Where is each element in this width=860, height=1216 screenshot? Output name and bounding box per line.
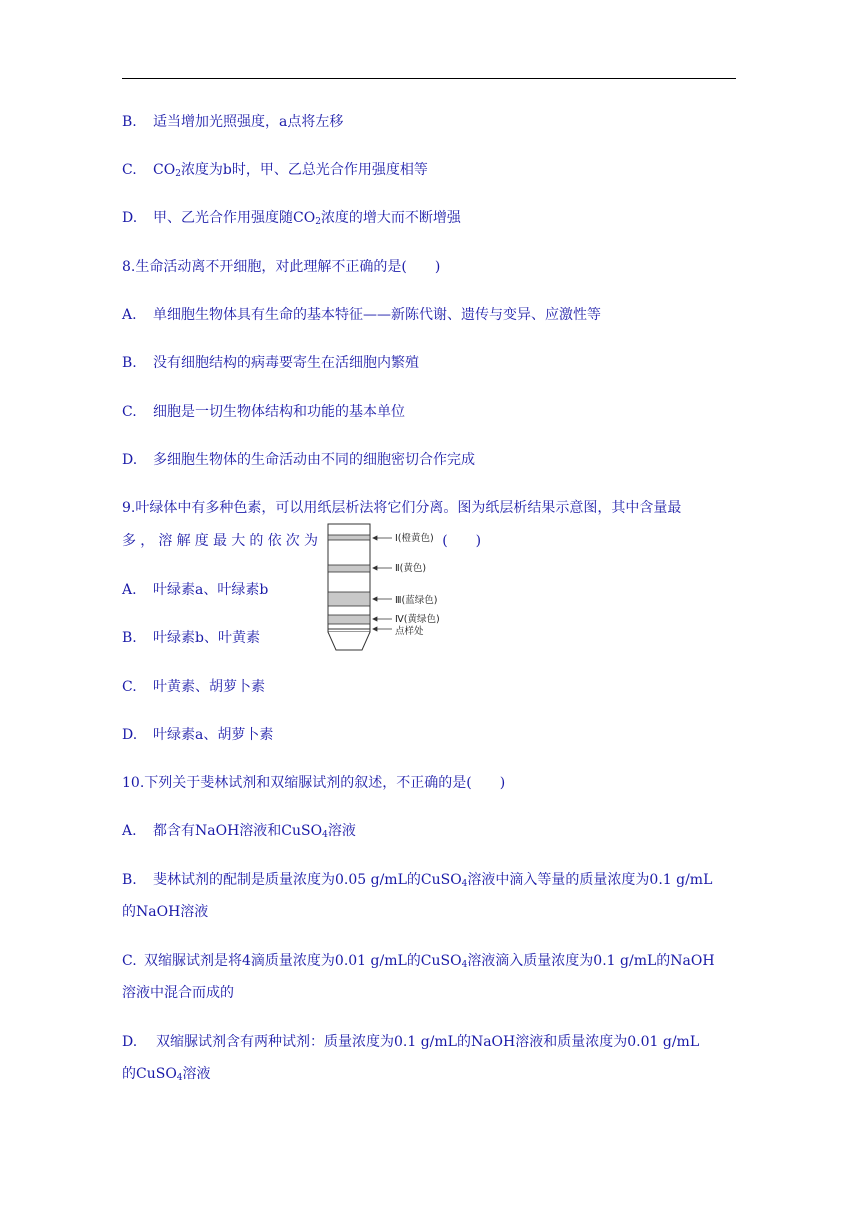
option-label: C. (122, 162, 137, 178)
option-label: C. (122, 953, 137, 969)
q8-option-a[interactable] (122, 305, 601, 325)
option-label: B. (122, 114, 137, 130)
option-label: D. (122, 210, 138, 226)
q7-option-c[interactable] (122, 160, 428, 184)
q10-stem: 10.下列关于斐林试剂和双缩脲试剂的叙述，不正确的是( ) (122, 775, 506, 791)
subscript: 4 (176, 1073, 183, 1083)
option-label: D. (122, 727, 138, 743)
option-text: 多细胞生物体的生命活动由不同的细胞密切合作完成 (153, 452, 475, 468)
origin-label: 点样处 (395, 626, 424, 637)
option-text: 溶液 (327, 823, 356, 839)
band-3 (328, 592, 370, 606)
option-text: 叶绿素b、叶黄素 (153, 630, 260, 646)
option-text: 的CuSO (122, 1066, 177, 1082)
q8-option-c[interactable] (122, 402, 405, 422)
header-rule (122, 78, 736, 79)
option-text: 叶黄素、胡萝卜素 (153, 679, 265, 695)
q9-option-d[interactable] (122, 725, 273, 745)
q9-option-b[interactable] (122, 628, 260, 648)
band-4 (328, 615, 370, 624)
option-text: 适当增加光照强度，a点将左移 (153, 114, 344, 130)
band-3-label: Ⅲ(蓝绿色) (395, 595, 438, 606)
q10-option-d-line2 (122, 1064, 211, 1088)
option-text: 双缩脲试剂含有两种试剂：质量浓度为0.1 g/mL的NaOH溶液和质量浓度为0.01 g/mL (156, 1034, 700, 1050)
option-text: 溶液 (182, 1066, 211, 1082)
option-text: CO (153, 162, 176, 178)
q9-option-c[interactable] (122, 677, 265, 697)
option-text: 浓度为b时，甲、乙总光合作用强度相等 (180, 162, 428, 178)
q10-option-c[interactable] (122, 951, 715, 975)
q8-option-b[interactable] (122, 353, 419, 373)
option-label: B. (122, 630, 137, 646)
q9-option-a[interactable] (122, 580, 268, 600)
option-label: B. (122, 355, 137, 371)
option-text: 溶液中滴入等量的质量浓度为0.1 g/mL (467, 872, 713, 888)
option-text: 叶绿素a、胡萝卜素 (153, 727, 274, 743)
band-1-label: Ⅰ(橙黄色) (395, 533, 434, 544)
band-1 (328, 535, 370, 540)
band-4-label: Ⅳ(黄绿色) (395, 614, 440, 625)
option-text: 浓度的增大而不断增强 (320, 210, 461, 226)
option-text: 都含有NaOH溶液和CuSO (153, 823, 323, 839)
option-label: A. (122, 307, 137, 323)
option-label: A. (122, 582, 137, 598)
band-2 (328, 565, 370, 572)
band-2-label: Ⅱ(黄色) (395, 563, 427, 574)
subscript: 4 (461, 879, 468, 889)
subscript: 2 (175, 169, 181, 179)
q8-option-d[interactable] (122, 450, 475, 470)
subscript: 4 (461, 960, 468, 970)
q8-stem: 8.生命活动离不开细胞，对此理解不正确的是( ) (122, 259, 441, 275)
q10-option-d[interactable] (122, 1032, 699, 1052)
stem-text: 多，溶解度最大的依次为 (122, 533, 323, 549)
option-text: 溶液滴入质量浓度为0.1 g/mL的NaOH (467, 953, 715, 969)
option-text: 叶绿素a、叶绿素b (153, 582, 269, 598)
option-text: 没有细胞结构的病毒要寄生在活细胞内繁殖 (153, 355, 419, 371)
option-label: B. (122, 872, 137, 888)
option-text: 细胞是一切生物体结构和功能的基本单位 (153, 404, 405, 420)
option-label: D. (122, 452, 138, 468)
answer-blank: ( ) (442, 533, 482, 549)
option-text: 斐林试剂的配制是质量浓度为0.05 g/mL的CuSO (153, 872, 462, 888)
subscript: 2 (315, 217, 321, 227)
option-label: A. (122, 823, 137, 839)
q7-option-b[interactable] (122, 112, 343, 132)
option-text: 单细胞生物体具有生命的基本特征——新陈代谢、遗传与变异、应激性等 (153, 307, 601, 323)
option-label: D. (122, 1034, 138, 1050)
q10-option-a[interactable] (122, 821, 356, 845)
q10-option-b[interactable] (122, 870, 712, 894)
q10-option-b-line2: 的NaOH溶液 (122, 904, 209, 920)
q10-option-c-line2: 溶液中混合而成的 (122, 985, 234, 1001)
option-label: C. (122, 679, 137, 695)
option-text: 甲、乙光合作用强度随CO (153, 210, 316, 226)
option-text: 双缩脲试剂是将4滴质量浓度为0.01 g/mL的CuSO (144, 953, 462, 969)
q9-stem-line1: 9.叶绿体中有多种色素，可以用纸层析法将它们分离。图为纸层析结果示意图，其中含量最 (122, 500, 682, 516)
subscript: 4 (322, 830, 328, 840)
option-label: C. (122, 404, 137, 420)
chromatography-diagram (326, 522, 456, 662)
q7-option-d[interactable] (122, 208, 461, 232)
